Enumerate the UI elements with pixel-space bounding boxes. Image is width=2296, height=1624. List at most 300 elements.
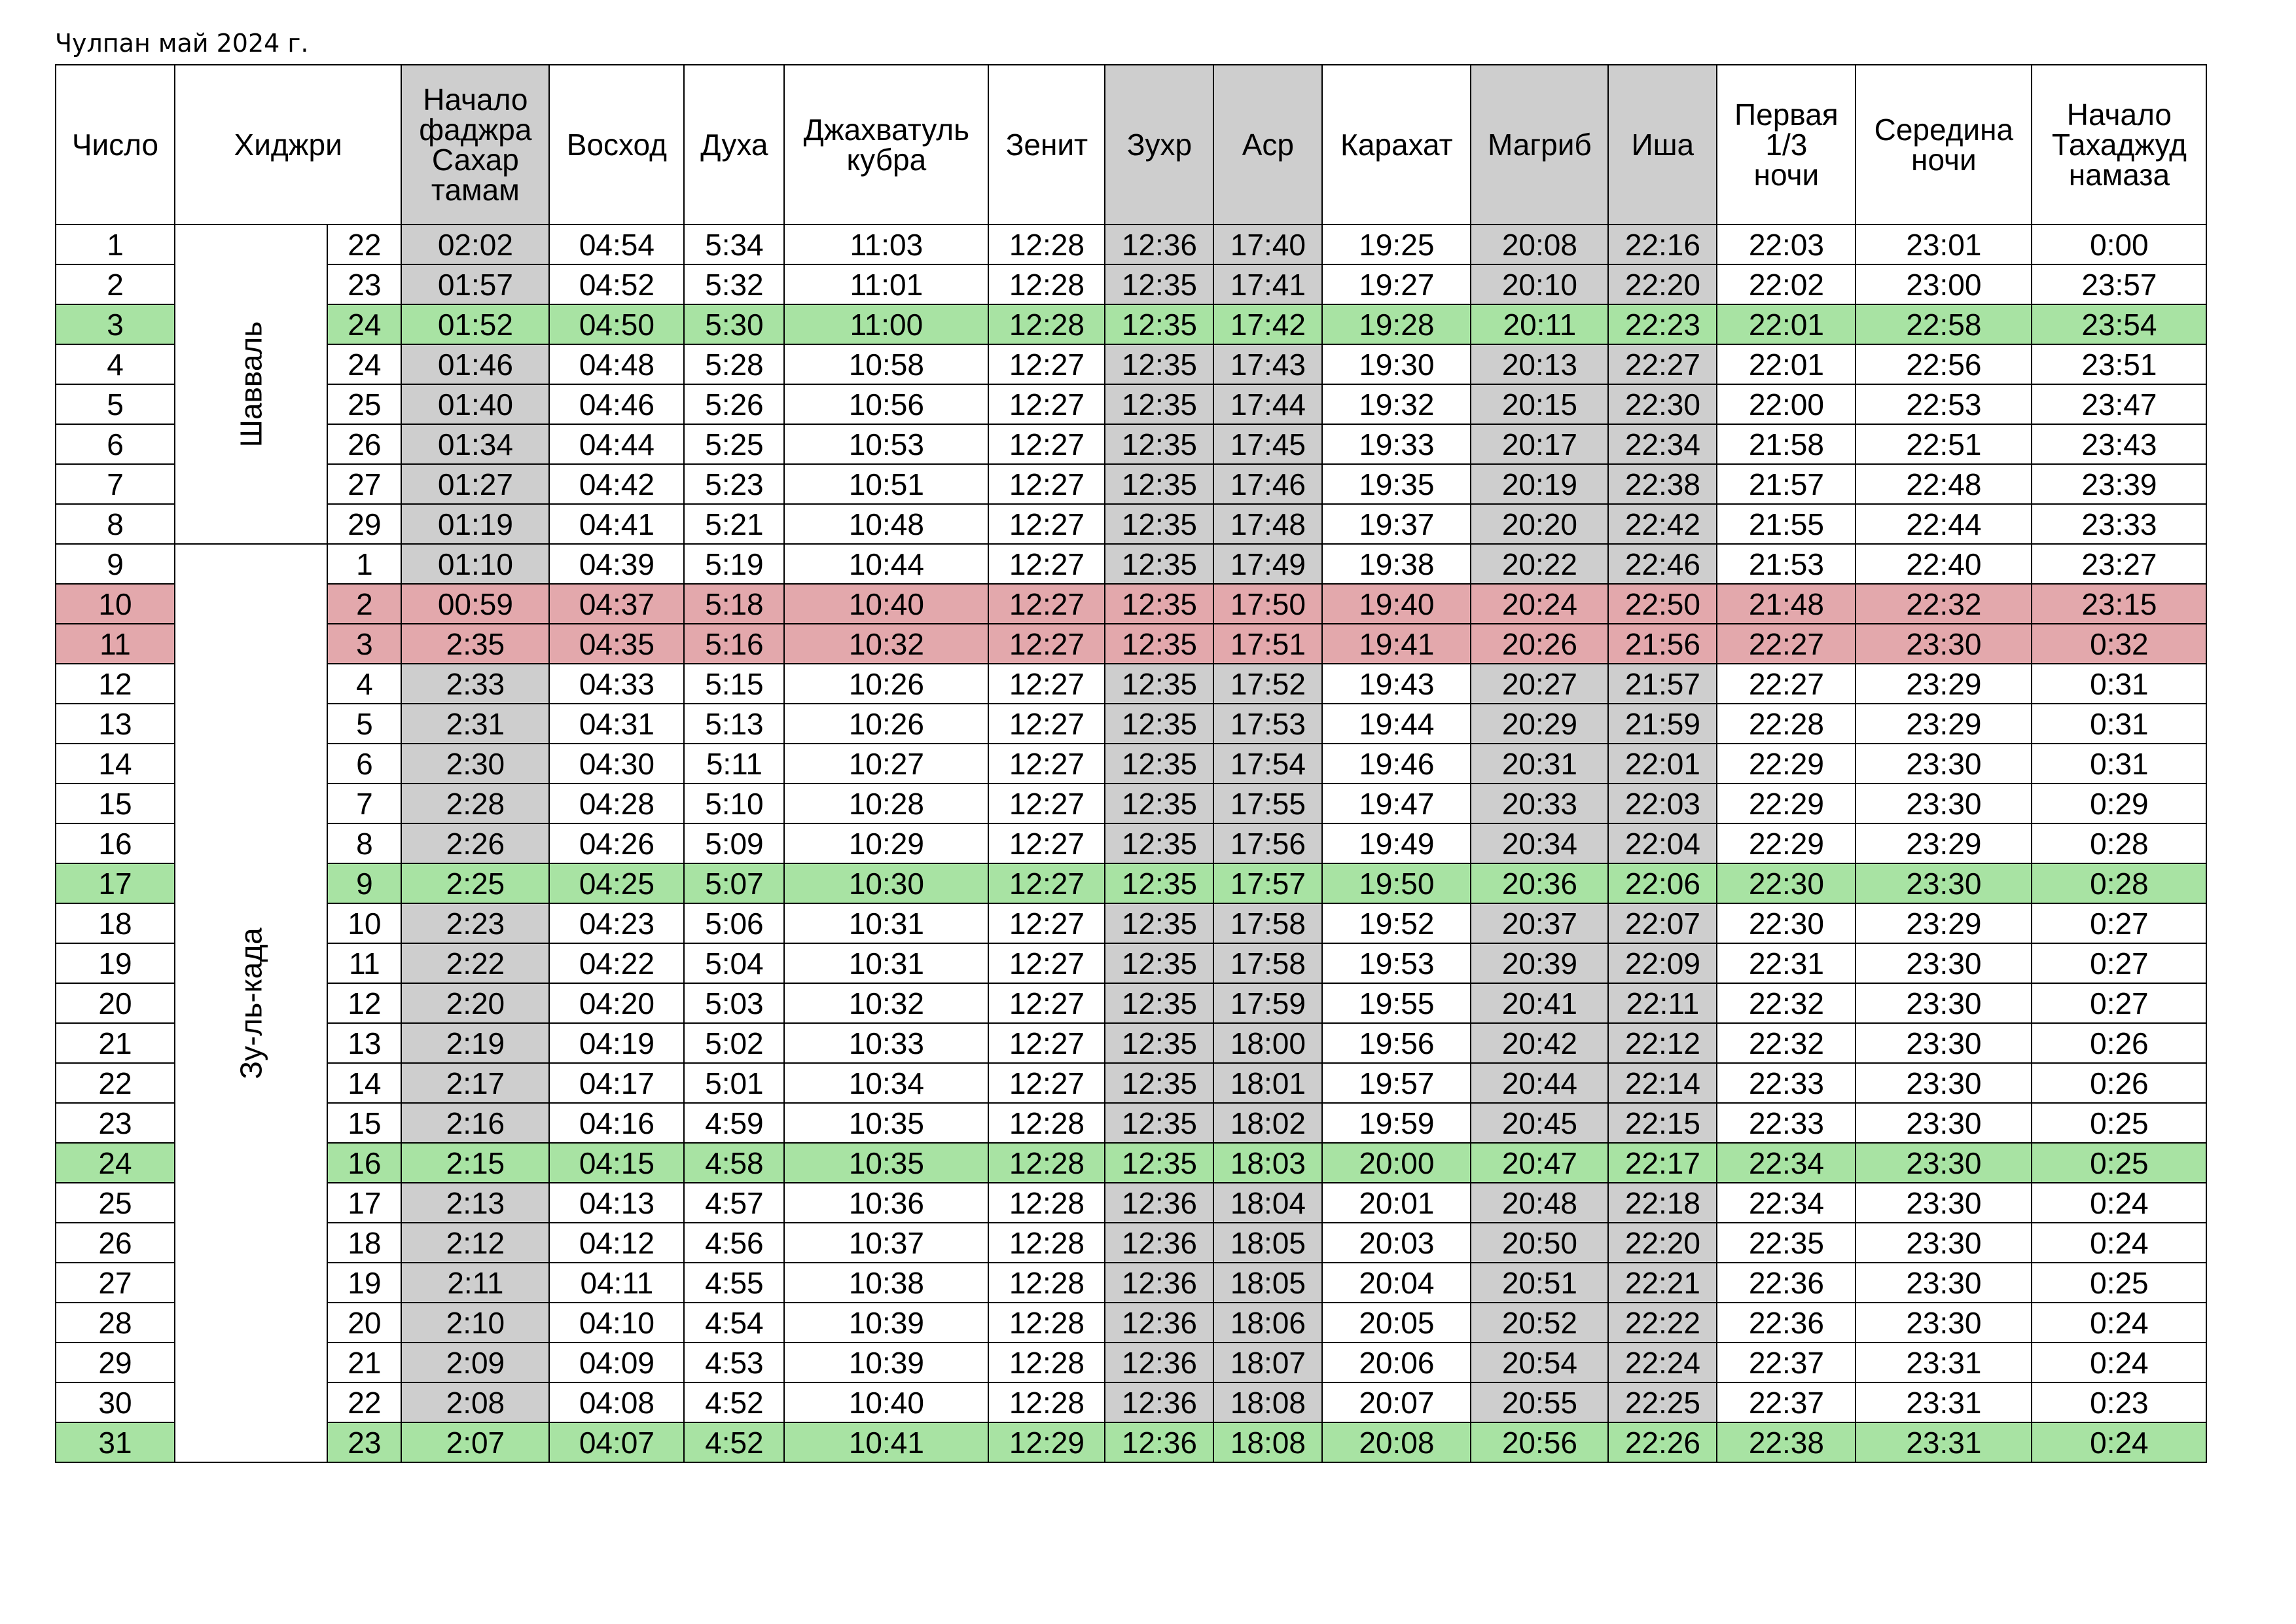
cell-karahat: 19:56 bbox=[1322, 1023, 1471, 1063]
cell-jahvatul-kubra: 10:58 bbox=[784, 344, 988, 384]
cell-hijri-day: 26 bbox=[327, 424, 401, 464]
cell-midnight: 23:31 bbox=[1856, 1422, 2032, 1462]
cell-hijri-day: 23 bbox=[327, 264, 401, 304]
cell-maghrib: 20:10 bbox=[1471, 264, 1608, 304]
cell-tahajjud: 0:24 bbox=[2032, 1303, 2206, 1343]
cell-zuhr: 12:35 bbox=[1105, 544, 1213, 584]
cell-asr: 17:58 bbox=[1213, 943, 1322, 983]
table-row bbox=[56, 1422, 2206, 1462]
cell-karahat: 19:50 bbox=[1322, 863, 1471, 903]
cell-zuhr: 12:35 bbox=[1105, 664, 1213, 704]
table-row bbox=[56, 1382, 2206, 1422]
cell-sunrise: 04:37 bbox=[549, 584, 684, 624]
cell-jahvatul-kubra: 11:03 bbox=[784, 225, 988, 264]
cell-hijri-day: 2 bbox=[327, 584, 401, 624]
cell-fajr: 2:31 bbox=[401, 704, 549, 744]
cell-asr: 17:45 bbox=[1213, 424, 1322, 464]
hijri-month bbox=[175, 544, 327, 1462]
cell-hijri-day: 8 bbox=[327, 823, 401, 863]
cell-fajr: 2:12 bbox=[401, 1223, 549, 1263]
cell-jahvatul-kubra: 10:33 bbox=[784, 1023, 988, 1063]
cell-duha: 5:21 bbox=[684, 504, 784, 544]
cell-day: 31 bbox=[56, 1422, 175, 1462]
cell-maghrib: 20:22 bbox=[1471, 544, 1608, 584]
cell-zenith: 12:27 bbox=[988, 744, 1105, 784]
cell-isha: 22:20 bbox=[1608, 264, 1717, 304]
cell-isha: 21:57 bbox=[1608, 664, 1717, 704]
cell-karahat: 19:40 bbox=[1322, 584, 1471, 624]
cell-hijri-day: 20 bbox=[327, 1303, 401, 1343]
header-jahvatul-kubra bbox=[784, 65, 988, 225]
cell-hijri-day: 23 bbox=[327, 1422, 401, 1462]
cell-maghrib: 20:20 bbox=[1471, 504, 1608, 544]
cell-hijri-day: 17 bbox=[327, 1183, 401, 1223]
cell-hijri-day: 27 bbox=[327, 464, 401, 504]
cell-duha: 5:19 bbox=[684, 544, 784, 584]
cell-fajr: 01:10 bbox=[401, 544, 549, 584]
cell-fajr: 2:17 bbox=[401, 1063, 549, 1103]
header-line: Середина bbox=[1874, 113, 2014, 147]
cell-maghrib: 20:15 bbox=[1471, 384, 1608, 424]
cell-isha: 22:18 bbox=[1608, 1183, 1717, 1223]
cell-jahvatul-kubra: 10:39 bbox=[784, 1303, 988, 1343]
cell-day: 2 bbox=[56, 264, 175, 304]
cell-midnight: 23:30 bbox=[1856, 1263, 2032, 1303]
cell-sunrise: 04:19 bbox=[549, 1023, 684, 1063]
cell-day: 8 bbox=[56, 504, 175, 544]
header-midnight bbox=[1856, 65, 2032, 225]
cell-zenith: 12:28 bbox=[988, 1263, 1105, 1303]
cell-isha: 22:30 bbox=[1608, 384, 1717, 424]
cell-jahvatul-kubra: 10:29 bbox=[784, 823, 988, 863]
cell-day: 22 bbox=[56, 1063, 175, 1103]
cell-day: 17 bbox=[56, 863, 175, 903]
cell-midnight: 23:31 bbox=[1856, 1343, 2032, 1382]
cell-jahvatul-kubra: 10:40 bbox=[784, 1382, 988, 1422]
table-row bbox=[56, 704, 2206, 744]
cell-jahvatul-kubra: 10:32 bbox=[784, 624, 988, 664]
cell-duha: 4:55 bbox=[684, 1263, 784, 1303]
cell-sunrise: 04:35 bbox=[549, 624, 684, 664]
cell-karahat: 19:44 bbox=[1322, 704, 1471, 744]
cell-asr: 18:00 bbox=[1213, 1023, 1322, 1063]
cell-day: 18 bbox=[56, 903, 175, 943]
cell-zenith: 12:27 bbox=[988, 1023, 1105, 1063]
cell-duha: 4:56 bbox=[684, 1223, 784, 1263]
cell-hijri-day: 12 bbox=[327, 983, 401, 1023]
cell-first-third-night: 22:34 bbox=[1717, 1143, 1856, 1183]
header-hijri: Хиджри bbox=[175, 65, 401, 225]
cell-fajr: 2:10 bbox=[401, 1303, 549, 1343]
cell-karahat: 19:32 bbox=[1322, 384, 1471, 424]
cell-fajr: 01:34 bbox=[401, 424, 549, 464]
cell-hijri-day: 24 bbox=[327, 304, 401, 344]
cell-zuhr: 12:36 bbox=[1105, 1183, 1213, 1223]
cell-duha: 5:16 bbox=[684, 624, 784, 664]
cell-karahat: 19:43 bbox=[1322, 664, 1471, 704]
cell-karahat: 19:53 bbox=[1322, 943, 1471, 983]
table-row bbox=[56, 225, 2206, 264]
cell-sunrise: 04:16 bbox=[549, 1103, 684, 1143]
cell-zenith: 12:27 bbox=[988, 664, 1105, 704]
cell-first-third-night: 22:27 bbox=[1717, 624, 1856, 664]
cell-midnight: 23:30 bbox=[1856, 1143, 2032, 1183]
cell-sunrise: 04:08 bbox=[549, 1382, 684, 1422]
cell-zenith: 12:27 bbox=[988, 624, 1105, 664]
cell-duha: 5:28 bbox=[684, 344, 784, 384]
table-row bbox=[56, 784, 2206, 823]
cell-midnight: 22:44 bbox=[1856, 504, 2032, 544]
cell-zuhr: 12:35 bbox=[1105, 823, 1213, 863]
cell-maghrib: 20:24 bbox=[1471, 584, 1608, 624]
cell-jahvatul-kubra: 10:31 bbox=[784, 903, 988, 943]
cell-asr: 17:53 bbox=[1213, 704, 1322, 744]
cell-jahvatul-kubra: 10:39 bbox=[784, 1343, 988, 1382]
cell-asr: 17:52 bbox=[1213, 664, 1322, 704]
cell-zenith: 12:28 bbox=[988, 264, 1105, 304]
cell-jahvatul-kubra: 10:34 bbox=[784, 1063, 988, 1103]
cell-karahat: 19:30 bbox=[1322, 344, 1471, 384]
cell-jahvatul-kubra: 10:40 bbox=[784, 584, 988, 624]
header-karahat: Карахат bbox=[1322, 65, 1471, 225]
cell-hijri-day: 9 bbox=[327, 863, 401, 903]
cell-karahat: 20:05 bbox=[1322, 1303, 1471, 1343]
cell-tahajjud: 0:27 bbox=[2032, 903, 2206, 943]
cell-hijri-day: 22 bbox=[327, 1382, 401, 1422]
cell-sunrise: 04:23 bbox=[549, 903, 684, 943]
header-sunrise: Восход bbox=[549, 65, 684, 225]
cell-tahajjud: 0:31 bbox=[2032, 744, 2206, 784]
cell-midnight: 23:29 bbox=[1856, 704, 2032, 744]
hijri-month-label: Зу-ль-када bbox=[234, 927, 268, 1079]
cell-first-third-night: 22:38 bbox=[1717, 1422, 1856, 1462]
cell-sunrise: 04:39 bbox=[549, 544, 684, 584]
cell-asr: 17:55 bbox=[1213, 784, 1322, 823]
table-row bbox=[56, 1183, 2206, 1223]
cell-midnight: 23:30 bbox=[1856, 784, 2032, 823]
cell-sunrise: 04:46 bbox=[549, 384, 684, 424]
header-line: Начало bbox=[423, 82, 528, 117]
cell-zenith: 12:27 bbox=[988, 584, 1105, 624]
cell-isha: 22:12 bbox=[1608, 1023, 1717, 1063]
cell-isha: 22:21 bbox=[1608, 1263, 1717, 1303]
header-zuhr: Зухр bbox=[1105, 65, 1213, 225]
cell-asr: 18:06 bbox=[1213, 1303, 1322, 1343]
cell-asr: 17:50 bbox=[1213, 584, 1322, 624]
cell-first-third-night: 21:57 bbox=[1717, 464, 1856, 504]
cell-maghrib: 20:36 bbox=[1471, 863, 1608, 903]
cell-maghrib: 20:47 bbox=[1471, 1143, 1608, 1183]
cell-zuhr: 12:35 bbox=[1105, 943, 1213, 983]
cell-day: 11 bbox=[56, 624, 175, 664]
cell-isha: 22:25 bbox=[1608, 1382, 1717, 1422]
header-asr: Аср bbox=[1213, 65, 1322, 225]
cell-jahvatul-kubra: 10:26 bbox=[784, 704, 988, 744]
header-line: Первая bbox=[1734, 98, 1839, 132]
cell-isha: 22:42 bbox=[1608, 504, 1717, 544]
cell-zenith: 12:27 bbox=[988, 544, 1105, 584]
cell-tahajjud: 23:15 bbox=[2032, 584, 2206, 624]
cell-asr: 17:59 bbox=[1213, 983, 1322, 1023]
table-row bbox=[56, 744, 2206, 784]
cell-jahvatul-kubra: 10:26 bbox=[784, 664, 988, 704]
cell-midnight: 22:48 bbox=[1856, 464, 2032, 504]
cell-isha: 22:23 bbox=[1608, 304, 1717, 344]
cell-midnight: 23:01 bbox=[1856, 225, 2032, 264]
cell-karahat: 19:49 bbox=[1322, 823, 1471, 863]
cell-karahat: 19:52 bbox=[1322, 903, 1471, 943]
header-zenith: Зенит bbox=[988, 65, 1105, 225]
cell-tahajjud: 23:51 bbox=[2032, 344, 2206, 384]
cell-tahajjud: 23:43 bbox=[2032, 424, 2206, 464]
cell-day: 5 bbox=[56, 384, 175, 424]
cell-maghrib: 20:39 bbox=[1471, 943, 1608, 983]
cell-karahat: 19:46 bbox=[1322, 744, 1471, 784]
cell-hijri-day: 15 bbox=[327, 1103, 401, 1143]
header-line: 1/3 bbox=[1765, 128, 1808, 162]
cell-karahat: 19:37 bbox=[1322, 504, 1471, 544]
cell-karahat: 19:59 bbox=[1322, 1103, 1471, 1143]
cell-fajr: 01:57 bbox=[401, 264, 549, 304]
cell-day: 28 bbox=[56, 1303, 175, 1343]
cell-zenith: 12:27 bbox=[988, 863, 1105, 903]
cell-tahajjud: 0:24 bbox=[2032, 1422, 2206, 1462]
cell-jahvatul-kubra: 10:48 bbox=[784, 504, 988, 544]
cell-zenith: 12:27 bbox=[988, 823, 1105, 863]
cell-karahat: 19:38 bbox=[1322, 544, 1471, 584]
table-row bbox=[56, 1063, 2206, 1103]
cell-first-third-night: 22:03 bbox=[1717, 225, 1856, 264]
cell-isha: 22:27 bbox=[1608, 344, 1717, 384]
cell-karahat: 20:07 bbox=[1322, 1382, 1471, 1422]
cell-duha: 4:54 bbox=[684, 1303, 784, 1343]
cell-duha: 4:53 bbox=[684, 1343, 784, 1382]
cell-day: 20 bbox=[56, 983, 175, 1023]
cell-duha: 5:02 bbox=[684, 1023, 784, 1063]
cell-hijri-day: 16 bbox=[327, 1143, 401, 1183]
cell-hijri-day: 14 bbox=[327, 1063, 401, 1103]
cell-jahvatul-kubra: 10:28 bbox=[784, 784, 988, 823]
cell-first-third-night: 22:36 bbox=[1717, 1263, 1856, 1303]
cell-jahvatul-kubra: 11:01 bbox=[784, 264, 988, 304]
cell-isha: 22:38 bbox=[1608, 464, 1717, 504]
cell-maghrib: 20:56 bbox=[1471, 1422, 1608, 1462]
cell-midnight: 23:30 bbox=[1856, 943, 2032, 983]
cell-fajr: 2:22 bbox=[401, 943, 549, 983]
cell-asr: 18:08 bbox=[1213, 1382, 1322, 1422]
header-line: Начало bbox=[2066, 98, 2172, 132]
cell-maghrib: 20:17 bbox=[1471, 424, 1608, 464]
cell-hijri-day: 19 bbox=[327, 1263, 401, 1303]
cell-tahajjud: 0:24 bbox=[2032, 1343, 2206, 1382]
cell-zuhr: 12:36 bbox=[1105, 1343, 1213, 1382]
cell-tahajjud: 23:57 bbox=[2032, 264, 2206, 304]
cell-fajr: 01:19 bbox=[401, 504, 549, 544]
cell-first-third-night: 22:30 bbox=[1717, 863, 1856, 903]
cell-duha: 5:09 bbox=[684, 823, 784, 863]
cell-asr: 18:08 bbox=[1213, 1422, 1322, 1462]
cell-fajr: 2:25 bbox=[401, 863, 549, 903]
cell-tahajjud: 0:28 bbox=[2032, 863, 2206, 903]
cell-fajr: 2:08 bbox=[401, 1382, 549, 1422]
cell-tahajjud: 23:39 bbox=[2032, 464, 2206, 504]
cell-zuhr: 12:35 bbox=[1105, 424, 1213, 464]
cell-day: 27 bbox=[56, 1263, 175, 1303]
cell-duha: 5:30 bbox=[684, 304, 784, 344]
cell-day: 23 bbox=[56, 1103, 175, 1143]
cell-day: 16 bbox=[56, 823, 175, 863]
cell-day: 29 bbox=[56, 1343, 175, 1382]
cell-tahajjud: 0:28 bbox=[2032, 823, 2206, 863]
cell-hijri-day: 7 bbox=[327, 784, 401, 823]
cell-fajr: 2:19 bbox=[401, 1023, 549, 1063]
cell-maghrib: 20:31 bbox=[1471, 744, 1608, 784]
cell-duha: 4:52 bbox=[684, 1422, 784, 1462]
cell-isha: 22:16 bbox=[1608, 225, 1717, 264]
table-row bbox=[56, 384, 2206, 424]
cell-duha: 4:58 bbox=[684, 1143, 784, 1183]
cell-midnight: 23:00 bbox=[1856, 264, 2032, 304]
cell-midnight: 23:30 bbox=[1856, 744, 2032, 784]
cell-asr: 17:41 bbox=[1213, 264, 1322, 304]
cell-asr: 17:42 bbox=[1213, 304, 1322, 344]
cell-zuhr: 12:36 bbox=[1105, 1223, 1213, 1263]
prayer-timetable bbox=[55, 64, 2207, 1463]
cell-first-third-night: 21:58 bbox=[1717, 424, 1856, 464]
table-row bbox=[56, 983, 2206, 1023]
cell-zuhr: 12:35 bbox=[1105, 983, 1213, 1023]
cell-first-third-night: 22:32 bbox=[1717, 983, 1856, 1023]
cell-hijri-day: 13 bbox=[327, 1023, 401, 1063]
cell-first-third-night: 22:00 bbox=[1717, 384, 1856, 424]
cell-day: 26 bbox=[56, 1223, 175, 1263]
cell-tahajjud: 0:25 bbox=[2032, 1143, 2206, 1183]
cell-maghrib: 20:45 bbox=[1471, 1103, 1608, 1143]
cell-sunrise: 04:10 bbox=[549, 1303, 684, 1343]
cell-first-third-night: 22:27 bbox=[1717, 664, 1856, 704]
cell-midnight: 22:56 bbox=[1856, 344, 2032, 384]
cell-jahvatul-kubra: 10:35 bbox=[784, 1143, 988, 1183]
cell-first-third-night: 21:55 bbox=[1717, 504, 1856, 544]
cell-jahvatul-kubra: 10:38 bbox=[784, 1263, 988, 1303]
cell-tahajjud: 0:25 bbox=[2032, 1103, 2206, 1143]
cell-zenith: 12:27 bbox=[988, 784, 1105, 823]
cell-tahajjud: 0:31 bbox=[2032, 664, 2206, 704]
cell-midnight: 23:30 bbox=[1856, 863, 2032, 903]
timetable-body bbox=[56, 225, 2206, 1462]
cell-karahat: 19:47 bbox=[1322, 784, 1471, 823]
cell-karahat: 19:55 bbox=[1322, 983, 1471, 1023]
cell-day: 6 bbox=[56, 424, 175, 464]
cell-day: 25 bbox=[56, 1183, 175, 1223]
cell-zuhr: 12:36 bbox=[1105, 1263, 1213, 1303]
cell-tahajjud: 23:33 bbox=[2032, 504, 2206, 544]
cell-isha: 22:01 bbox=[1608, 744, 1717, 784]
cell-duha: 5:18 bbox=[684, 584, 784, 624]
cell-first-third-night: 21:53 bbox=[1717, 544, 1856, 584]
cell-maghrib: 20:13 bbox=[1471, 344, 1608, 384]
cell-duha: 5:34 bbox=[684, 225, 784, 264]
cell-zenith: 12:27 bbox=[988, 464, 1105, 504]
cell-first-third-night: 22:33 bbox=[1717, 1103, 1856, 1143]
cell-first-third-night: 22:29 bbox=[1717, 784, 1856, 823]
cell-midnight: 23:30 bbox=[1856, 624, 2032, 664]
cell-tahajjud: 0:25 bbox=[2032, 1263, 2206, 1303]
cell-first-third-night: 22:33 bbox=[1717, 1063, 1856, 1103]
table-row bbox=[56, 544, 2206, 584]
table-row bbox=[56, 264, 2206, 304]
cell-first-third-night: 22:37 bbox=[1717, 1343, 1856, 1382]
cell-sunrise: 04:20 bbox=[549, 983, 684, 1023]
cell-day: 4 bbox=[56, 344, 175, 384]
cell-zenith: 12:27 bbox=[988, 903, 1105, 943]
cell-midnight: 22:51 bbox=[1856, 424, 2032, 464]
cell-duha: 5:32 bbox=[684, 264, 784, 304]
cell-fajr: 00:59 bbox=[401, 584, 549, 624]
cell-maghrib: 20:33 bbox=[1471, 784, 1608, 823]
cell-first-third-night: 22:28 bbox=[1717, 704, 1856, 744]
cell-hijri-day: 4 bbox=[327, 664, 401, 704]
cell-sunrise: 04:12 bbox=[549, 1223, 684, 1263]
cell-zuhr: 12:35 bbox=[1105, 504, 1213, 544]
cell-hijri-day: 1 bbox=[327, 544, 401, 584]
cell-zuhr: 12:35 bbox=[1105, 863, 1213, 903]
cell-duha: 5:03 bbox=[684, 983, 784, 1023]
cell-zenith: 12:29 bbox=[988, 1422, 1105, 1462]
table-row bbox=[56, 943, 2206, 983]
cell-fajr: 2:09 bbox=[401, 1343, 549, 1382]
cell-zuhr: 12:35 bbox=[1105, 1143, 1213, 1183]
hijri-month-label: Шавваль bbox=[234, 321, 268, 448]
header-line: Сахар bbox=[431, 143, 519, 177]
cell-jahvatul-kubra: 11:00 bbox=[784, 304, 988, 344]
cell-asr: 18:02 bbox=[1213, 1103, 1322, 1143]
table-row bbox=[56, 1023, 2206, 1063]
cell-fajr: 2:26 bbox=[401, 823, 549, 863]
cell-isha: 22:06 bbox=[1608, 863, 1717, 903]
cell-karahat: 20:01 bbox=[1322, 1183, 1471, 1223]
cell-day: 14 bbox=[56, 744, 175, 784]
hijri-month bbox=[175, 225, 327, 544]
cell-zuhr: 12:35 bbox=[1105, 584, 1213, 624]
cell-tahajjud: 0:29 bbox=[2032, 784, 2206, 823]
table-row bbox=[56, 1143, 2206, 1183]
cell-first-third-night: 22:01 bbox=[1717, 304, 1856, 344]
cell-karahat: 20:06 bbox=[1322, 1343, 1471, 1382]
table-row bbox=[56, 1263, 2206, 1303]
cell-fajr: 02:02 bbox=[401, 225, 549, 264]
cell-midnight: 22:40 bbox=[1856, 544, 2032, 584]
cell-hijri-day: 11 bbox=[327, 943, 401, 983]
cell-sunrise: 04:41 bbox=[549, 504, 684, 544]
cell-first-third-night: 21:48 bbox=[1717, 584, 1856, 624]
header-maghrib: Магриб bbox=[1471, 65, 1608, 225]
cell-duha: 5:23 bbox=[684, 464, 784, 504]
cell-karahat: 19:27 bbox=[1322, 264, 1471, 304]
cell-maghrib: 20:52 bbox=[1471, 1303, 1608, 1343]
cell-maghrib: 20:19 bbox=[1471, 464, 1608, 504]
cell-sunrise: 04:13 bbox=[549, 1183, 684, 1223]
cell-fajr: 2:33 bbox=[401, 664, 549, 704]
cell-sunrise: 04:31 bbox=[549, 704, 684, 744]
cell-karahat: 19:33 bbox=[1322, 424, 1471, 464]
cell-jahvatul-kubra: 10:32 bbox=[784, 983, 988, 1023]
cell-zenith: 12:27 bbox=[988, 344, 1105, 384]
cell-tahajjud: 0:27 bbox=[2032, 943, 2206, 983]
cell-jahvatul-kubra: 10:53 bbox=[784, 424, 988, 464]
cell-zenith: 12:28 bbox=[988, 1382, 1105, 1422]
cell-jahvatul-kubra: 10:30 bbox=[784, 863, 988, 903]
